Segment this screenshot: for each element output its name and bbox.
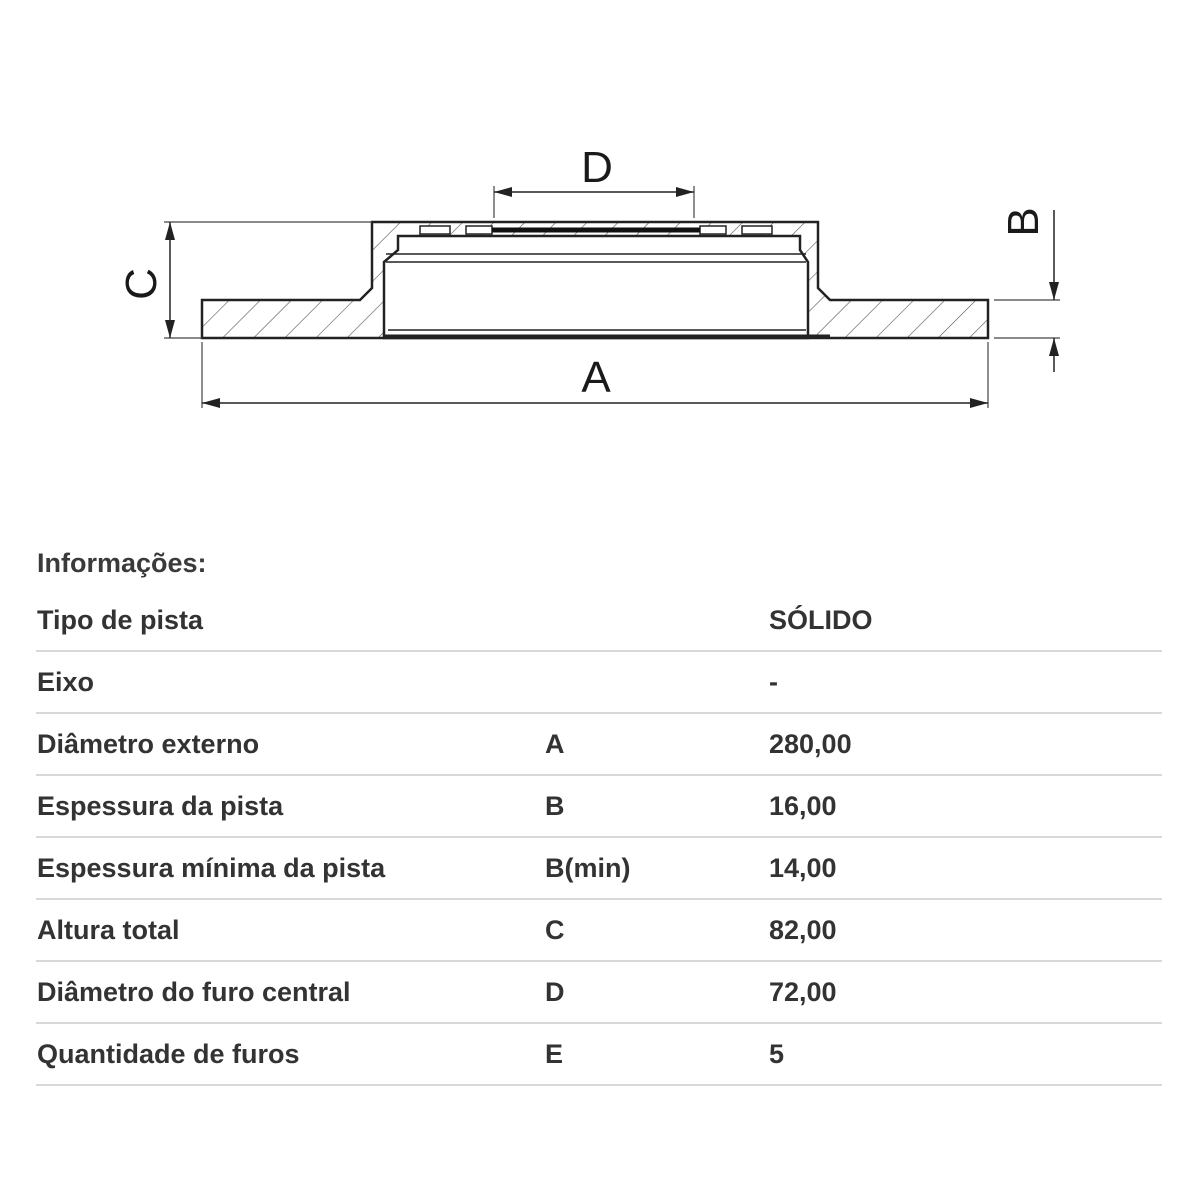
table-row: [36, 775, 1162, 837]
spec-label: Eixo: [36, 651, 545, 713]
spec-label: Quantidade de furos: [36, 1023, 545, 1085]
spec-label: Altura total: [36, 899, 545, 961]
table-row: [36, 837, 1162, 899]
dimension-b-label: B: [999, 207, 1048, 237]
spec-code: D: [545, 961, 769, 1023]
spec-value: 16,00: [769, 775, 1162, 837]
spec-value: 280,00: [769, 713, 1162, 775]
table-row: [36, 651, 1162, 713]
spec-label: Tipo de pista: [36, 590, 545, 651]
dimension-d-label: D: [581, 143, 613, 192]
spec-code: [545, 590, 769, 651]
spec-table: [36, 590, 1162, 1086]
brake-disc-cross-section-diagram: [0, 0, 1200, 480]
spec-code: E: [545, 1023, 769, 1085]
spec-code: B(min): [545, 837, 769, 899]
spec-value: 14,00: [769, 837, 1162, 899]
table-row: [36, 961, 1162, 1023]
spec-value: 5: [769, 1023, 1162, 1085]
spec-value: 72,00: [769, 961, 1162, 1023]
spec-value: -: [769, 651, 1162, 713]
spec-label: Diâmetro externo: [36, 713, 545, 775]
table-row: [36, 713, 1162, 775]
info-title: Informações:: [37, 548, 207, 578]
disc-section: [202, 222, 988, 338]
spec-code: [545, 651, 769, 713]
dimension-c-label: C: [117, 268, 166, 300]
spec-label: Espessura da pista: [36, 775, 545, 837]
spec-value: SÓLIDO: [769, 590, 1162, 651]
spec-value: 82,00: [769, 899, 1162, 961]
table-row: [36, 590, 1162, 651]
spec-code: B: [545, 775, 769, 837]
spec-label: Espessura mínima da pista: [36, 837, 545, 899]
table-row: [36, 1023, 1162, 1085]
spec-code: C: [545, 899, 769, 961]
table-row: [36, 899, 1162, 961]
dimension-a-label: A: [581, 353, 611, 402]
spec-label: Diâmetro do furo central: [36, 961, 545, 1023]
spec-code: A: [545, 713, 769, 775]
